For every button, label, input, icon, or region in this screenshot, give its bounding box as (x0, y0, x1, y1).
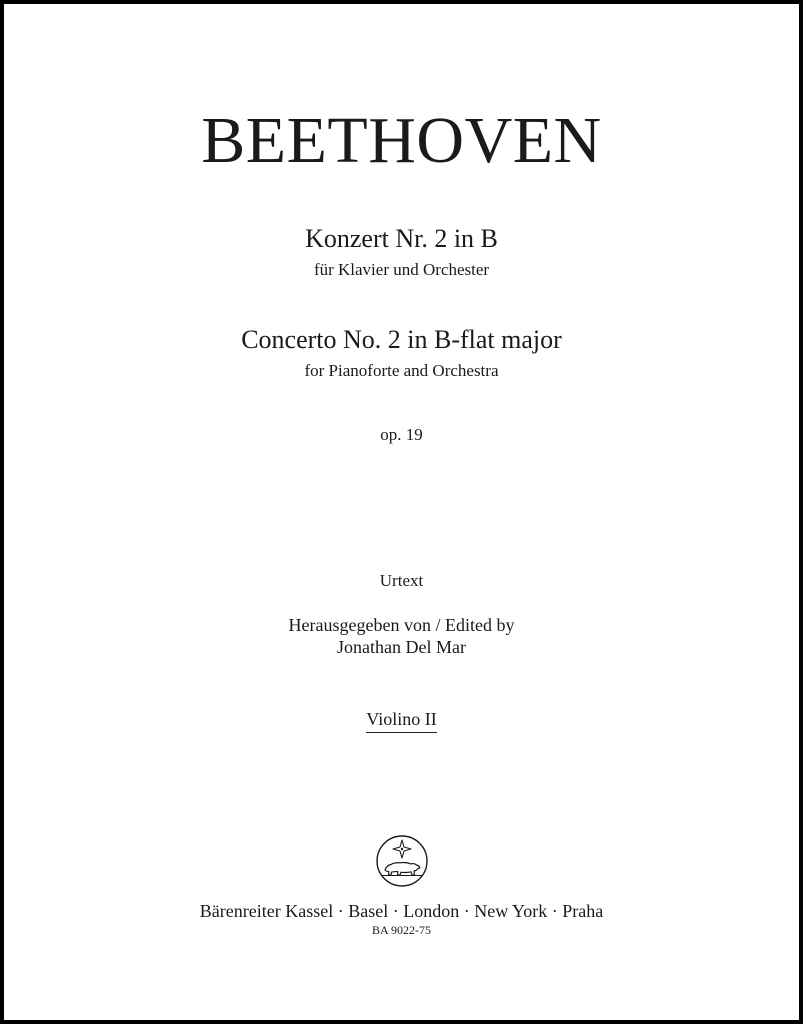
edition-type: Urtext (379, 571, 424, 590)
baerenreiter-bear-logo-icon (375, 834, 429, 888)
title-page (4, 4, 799, 1020)
composer-name: BEETHOVEN (201, 104, 602, 177)
editor-name: Jonathan Del Mar (337, 637, 466, 657)
work-subtitle-english: for Pianoforte and Orchestra (304, 361, 499, 380)
work-title-german: Konzert Nr. 2 in B (305, 224, 498, 253)
opus-number: op. 19 (380, 425, 423, 444)
catalog-number: BA 9022-75 (371, 923, 431, 937)
publisher-line: Bärenreiter Kassel · Basel · London · New York · Praha (199, 901, 604, 921)
part-name: Violino II (366, 707, 436, 733)
edited-by-label: Herausgegeben von / Edited by (288, 615, 515, 635)
work-title-english: Concerto No. 2 in B-flat major (241, 325, 562, 354)
part-name-container (4, 707, 799, 733)
work-subtitle-german: für Klavier und Orchester (313, 260, 490, 279)
